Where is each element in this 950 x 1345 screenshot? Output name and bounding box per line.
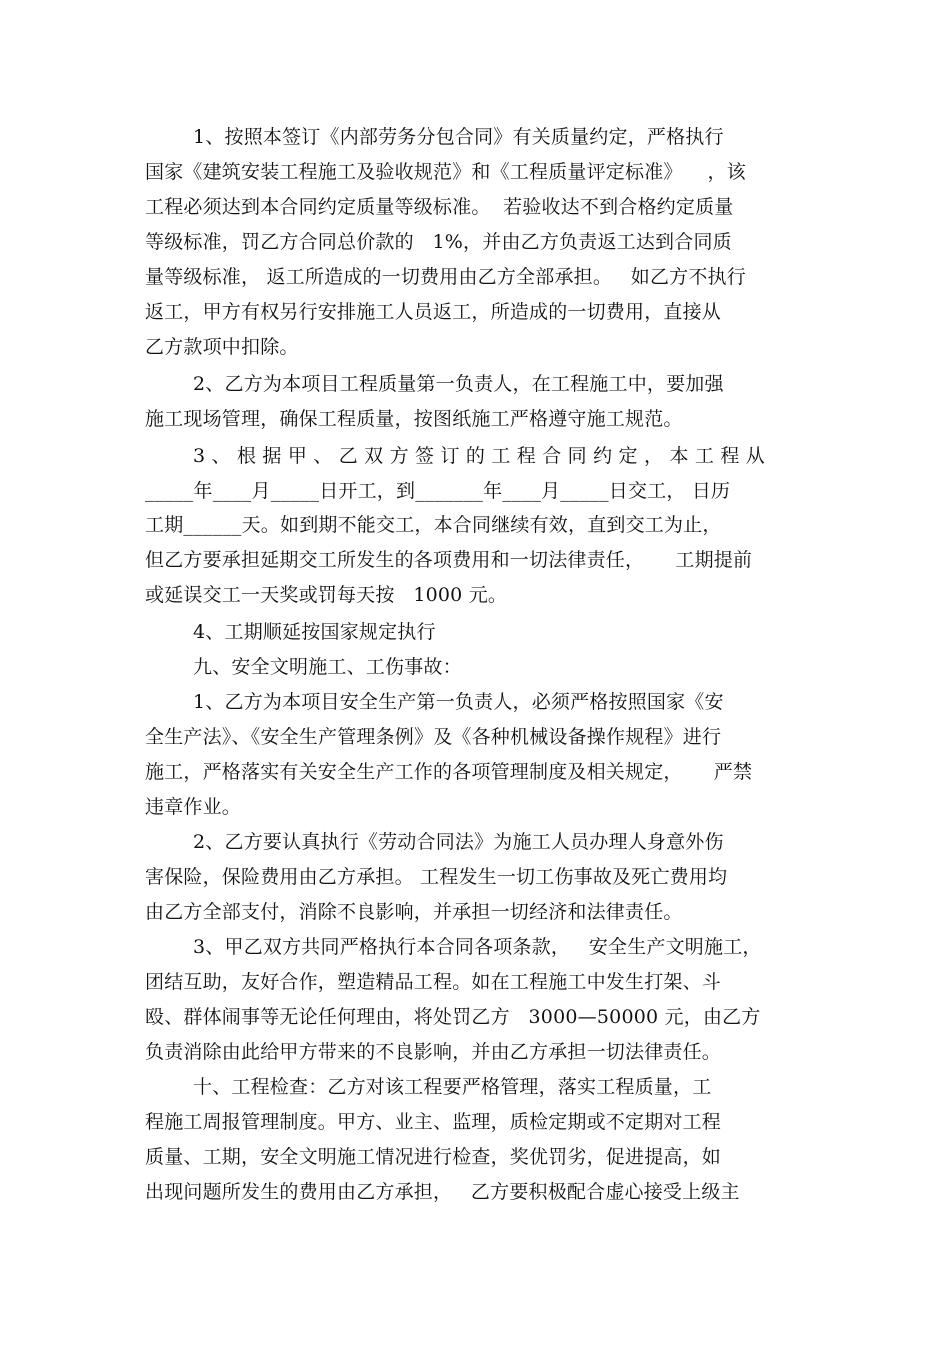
text-line: 1、乙方为本项目安全生产第一负责人，必须严格按照国家《安 <box>193 691 724 713</box>
text-line: 由乙方全部支付，消除不良影响，并承担一切经济和法律责任。 <box>145 901 683 923</box>
text-line: 团结互助，友好合作，塑造精品工程。如在工程施工中发生打架、斗 <box>145 971 722 993</box>
text-line: 返工，甲方有权另行安排施工人员返工，所造成的一切费用，直接从 <box>145 301 722 323</box>
text-line: 出现问题所发生的费用由乙方承担， 乙方要积极配合虚心接受上级主 <box>145 1181 740 1203</box>
text-line: 或延误交工一天奖或罚每天按 1000 元。 <box>145 584 508 606</box>
text-line: 工期______天。如到期不能交工，本合同继续有效，直到交工为止， <box>145 514 722 536</box>
text-line: 2、乙方为本项目工程质量第一负责人，在工程施工中，要加强 <box>193 373 724 395</box>
text-line: 程施工周报管理制度。甲方、业主、监理，质检定期或不定期对工程 <box>145 1111 722 1133</box>
text-line: 3、甲乙双方共同严格执行本合同各项条款， 安全生产文明施工， <box>193 936 762 958</box>
text-line: 负责消除由此给甲方带来的不良影响，并由乙方承担一切法律责任。 <box>145 1041 722 1063</box>
section-heading: 十、工程检查：乙方对该工程要严格管理，落实工程质量，工 <box>193 1076 712 1098</box>
text-line: 殴、群体闹事等无论任何理由，将处罚乙方 3000—50000 元，由乙方 <box>145 1006 761 1028</box>
text-line: 量等级标准， 返工所造成的一切费用由乙方全部承担。 如乙方不执行 <box>145 266 746 288</box>
text-line: 等级标准，罚乙方合同总价款的 1%，并由乙方负责返工达到合同质 <box>145 231 732 253</box>
section-heading: 九、安全文明施工、工伤事故： <box>193 656 462 678</box>
text-line: 违章作业。 <box>145 796 242 818</box>
text-line: _____年____月_____日开工，到_______年____月_____日交工， 日历 <box>145 480 731 502</box>
text-line: 4、工期顺延按国家规定执行 <box>193 621 436 643</box>
text-line: 国家《建筑安装工程施工及验收规范》和《工程质量评定标准》 ，该 <box>145 161 746 183</box>
text-line: 害保险，保险费用由乙方承担。 工程发生一切工伤事故及死亡费用均 <box>145 866 728 888</box>
text-line: 质量、工期，安全文明施工情况进行检查，奖优罚劣，促进提高，如 <box>145 1146 722 1168</box>
text-line: 施工现场管理，确保工程质量，按图纸施工严格遵守施工规范。 <box>145 408 683 430</box>
text-line: 3 、 根 据 甲 、 乙 双 方 签 订 的 工 程 合 同 约 定 ， 本 工 程 从 <box>193 445 765 467</box>
text-line: 2、乙方要认真执行《劳动合同法》为施工人员办理人身意外伤 <box>193 831 724 853</box>
text-line: 但乙方要承担延期交工所发生的各项费用和一切法律责任， 工期提前 <box>145 549 753 571</box>
text-line: 工程必须达到本合同约定质量等级标准。 若验收达不到合格约定质量 <box>145 196 734 218</box>
text-line: 1、按照本签订《内部劳务分包合同》有关质量约定，严格执行 <box>193 126 724 148</box>
text-line: 全生产法》、《安全生产管理条例》及《各种机械设备操作规程》进行 <box>145 726 722 748</box>
text-line: 施工，严格落实有关安全生产工作的各项管理制度及相关规定， 严禁 <box>145 761 753 783</box>
text-line: 乙方款项中扣除。 <box>145 336 299 358</box>
